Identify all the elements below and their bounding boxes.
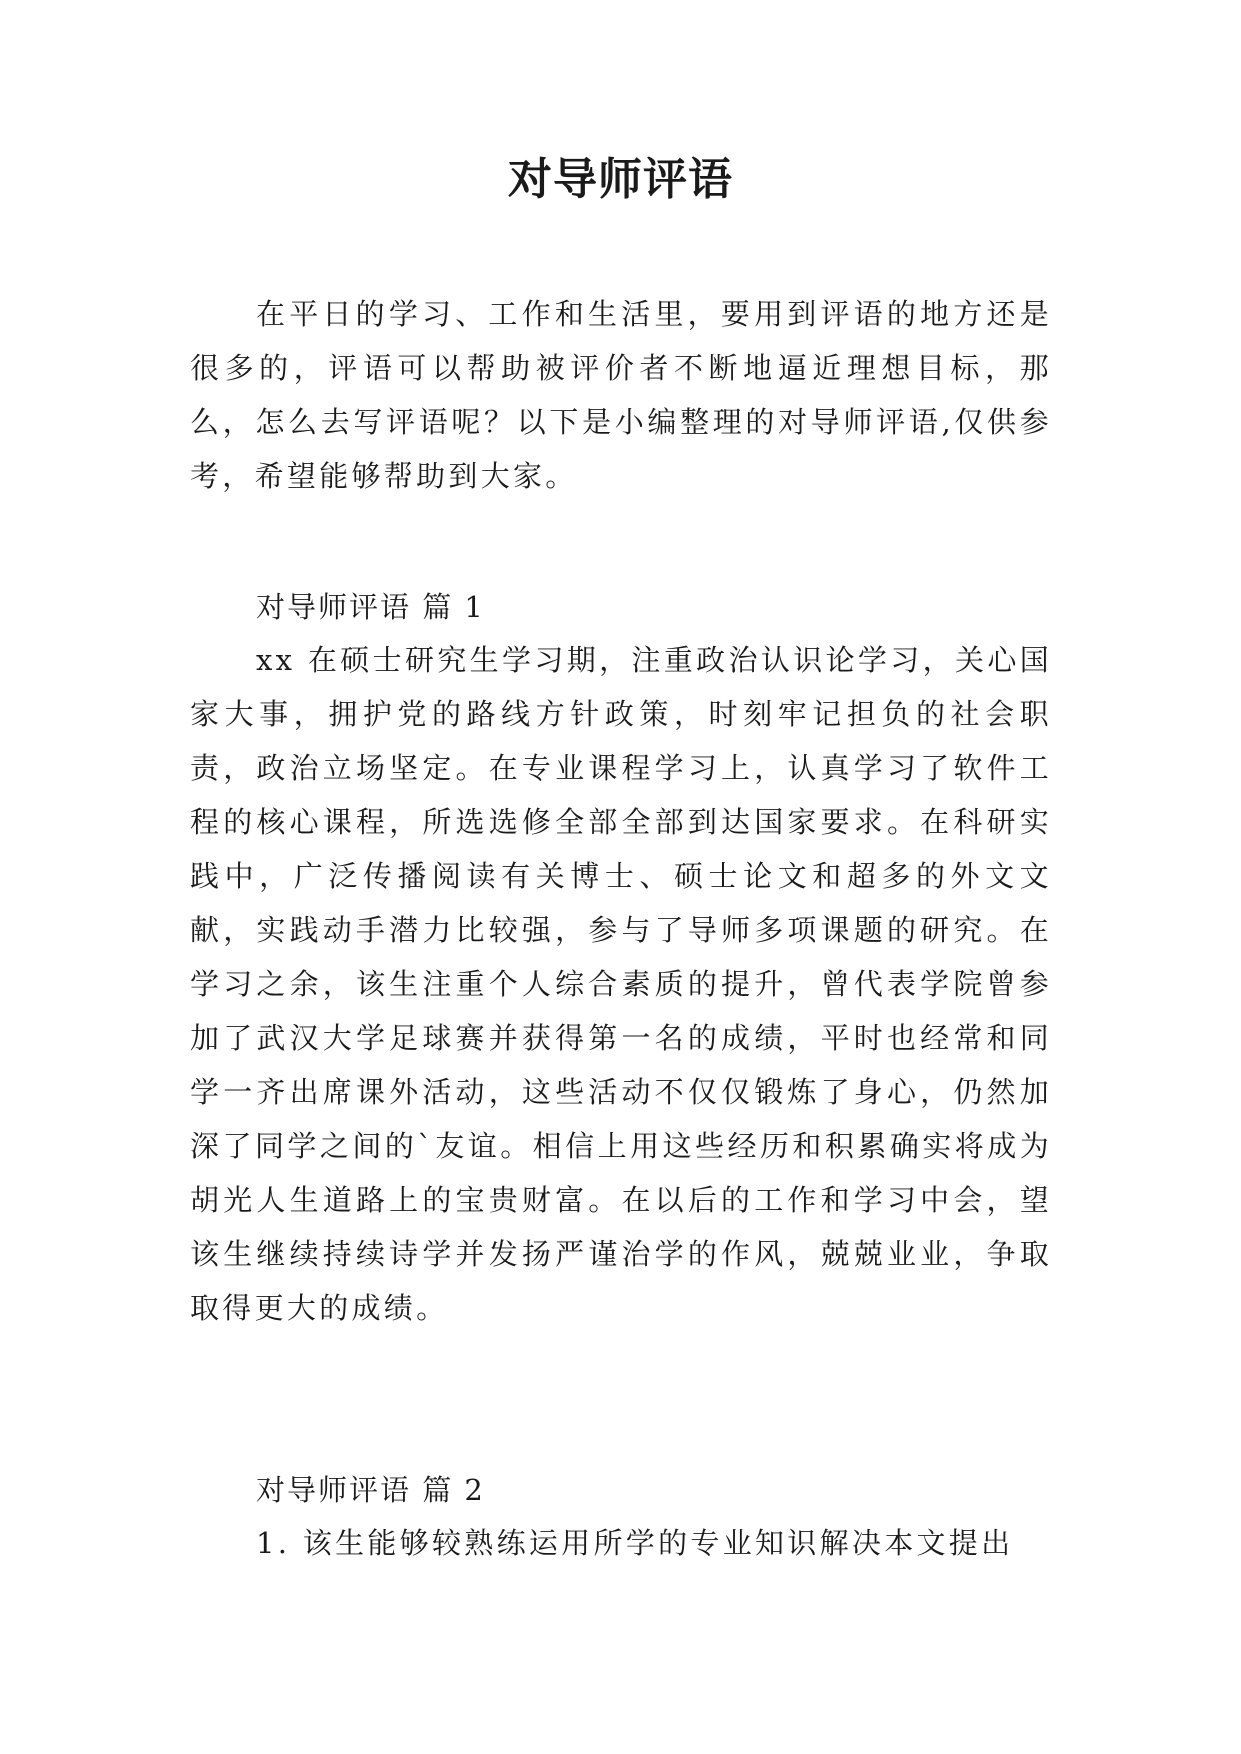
section-heading-2: 对导师评语 篇 2 bbox=[256, 1473, 485, 1507]
intro-paragraph: 在平日的学习、工作和生活里，要用到评语的地方还是很多的，评语可以帮助被评价者不断地逼近理想目标，那么，怎么去写评语呢？以下是小编整理的对导师评语,仅供参考，希望能够帮助到大家。 bbox=[190, 297, 1052, 493]
section-body-2: 1. 该生能够较熟练运用所学的专业知识解决本文提出 bbox=[256, 1526, 1014, 1560]
section-heading-1: 对导师评语 篇 1 bbox=[256, 590, 485, 624]
document-title: 对导师评语 bbox=[508, 154, 733, 205]
section-body-1: xx 在硕士研究生学习期，注重政治认识论学习，关心国家大事，拥护党的路线方针政策，时刻牢记担负的社会职责，政治立场坚定。在专业课程学习上，认真学习了软件工程的核心课程，所选选修全部全部到达国家要求。在科研实践中，广泛传播阅读有关博士、硕士论文和超多的外文文献，实践动手潜力比较强，参与了导师多项课题的研究。在学习之余，该生注重个人综合素质的提升，曾代表学院曾参加了武汉大学足球赛并获得第一名的成绩，平时也经常和同学一齐出席课外活动，这些活动不仅仅锻炼了身心，仍然加深了同学之间的`友谊。相信上用这些经历和积累确实将成为胡光人生道路上的宝贵财富。在以后的工作和学习中会，望该生继续持续诗学并发扬严谨治学的作风，兢兢业业，争取取得更大的成绩。 bbox=[190, 643, 1052, 1325]
